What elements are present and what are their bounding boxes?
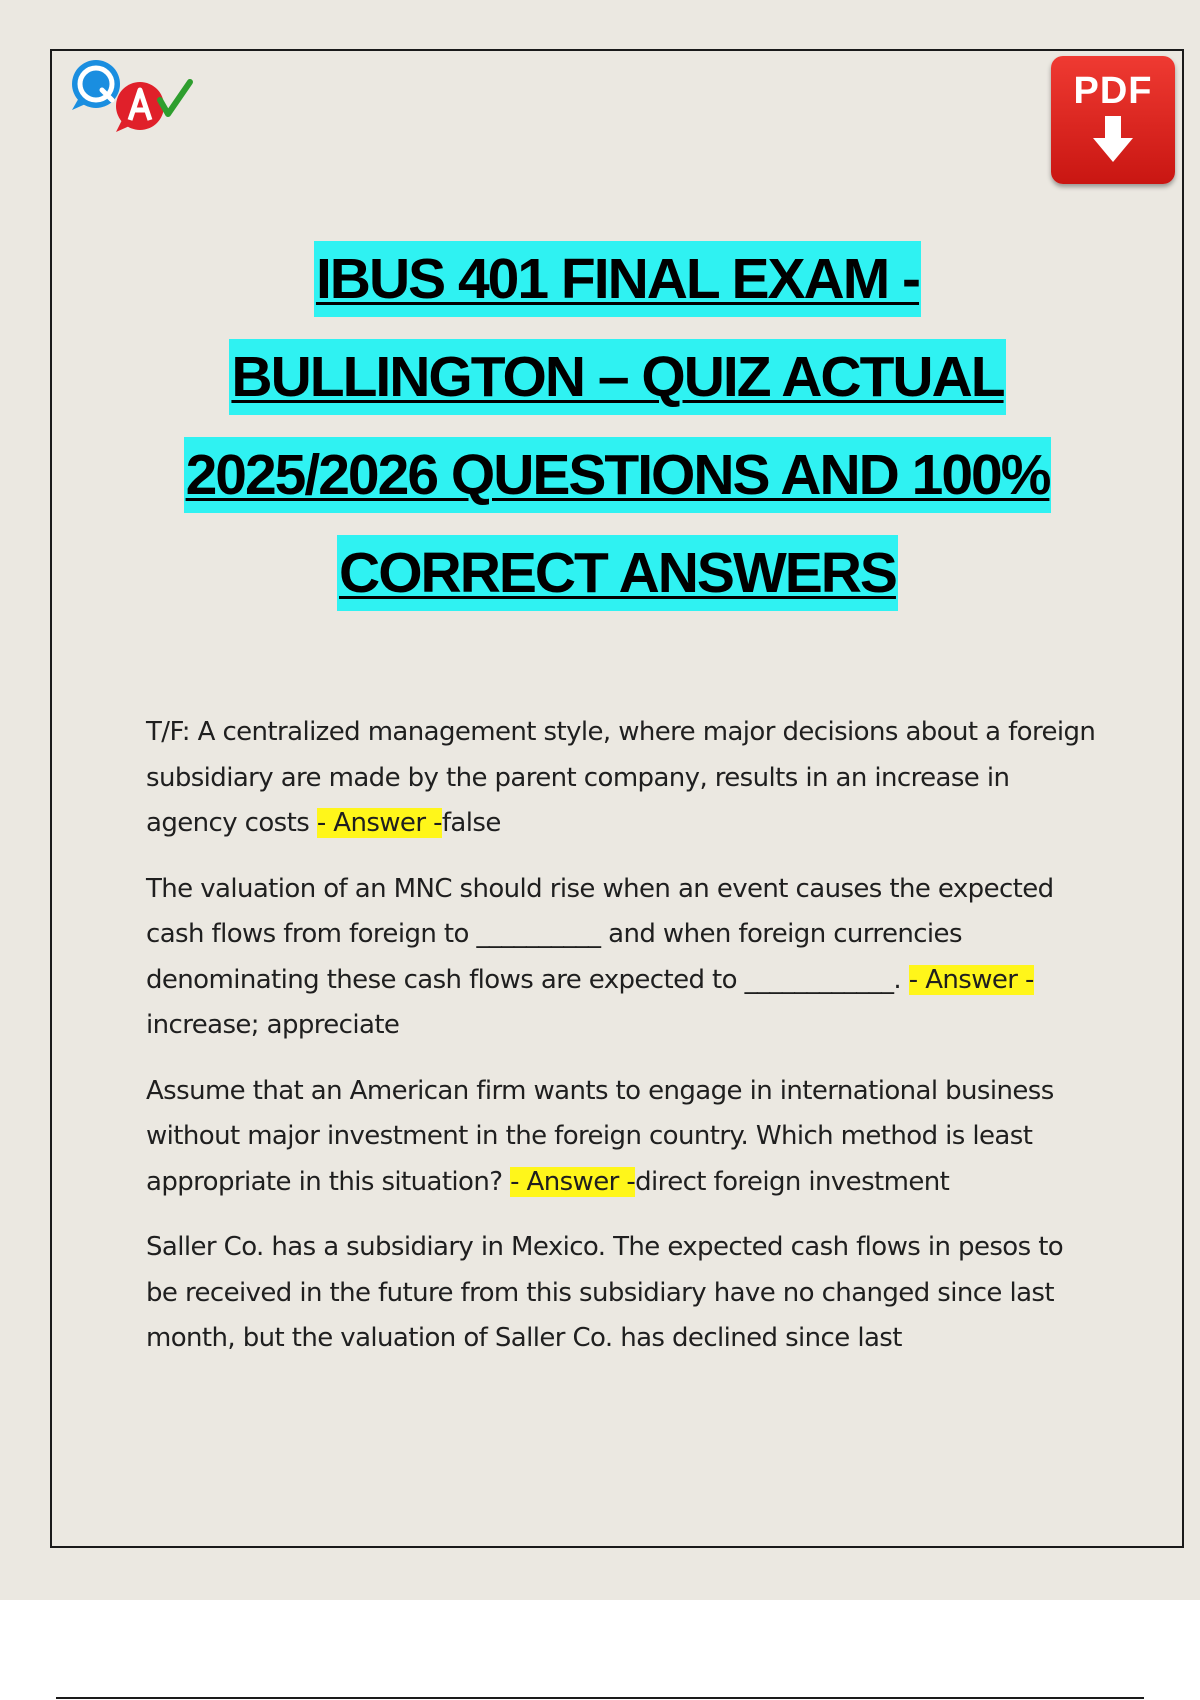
bottom-divider bbox=[56, 1697, 1144, 1699]
question-text: Saller Co. has a subsidiary in Mexico. The expected cash flows in pesos to be received in the future from this subsidiary have no changed since last month, but the valuation of Saller Co. has declined since last bbox=[146, 1232, 1064, 1353]
answer-marker: - Answer - bbox=[908, 964, 1034, 995]
question-answer-list bbox=[146, 710, 1096, 1382]
answer-marker: - Answer - bbox=[510, 1166, 636, 1197]
title-line: CORRECT ANSWERS bbox=[100, 524, 1135, 622]
answer-text: direct foreign investment bbox=[635, 1166, 950, 1197]
qa-item bbox=[146, 710, 1096, 847]
qa-chat-bubbles-checkmark-icon bbox=[68, 56, 198, 132]
title-line: IBUS 401 FINAL EXAM - bbox=[100, 230, 1135, 328]
download-arrow-icon bbox=[1093, 116, 1133, 162]
qa-item bbox=[146, 1225, 1096, 1362]
qa-item bbox=[146, 867, 1096, 1049]
answer-text: false bbox=[441, 808, 501, 838]
qa-item bbox=[146, 1069, 1096, 1206]
question-text: The valuation of an MNC should rise when an event causes the expected cash flows from foreign to __________ and when foreign currencies denominating these cash flows are expected to ____________. bbox=[146, 873, 1054, 995]
title-line: 2025/2026 QUESTIONS AND 100% bbox=[100, 426, 1135, 524]
answer-marker: - Answer - bbox=[316, 808, 442, 838]
question-text: Assume that an American firm wants to engage in international business without major investment in the foreign country. Which method is least appropriate in this situation? bbox=[146, 1075, 1054, 1197]
pdf-download-badge[interactable] bbox=[1051, 56, 1175, 184]
question-text: T/F: A centralized management style, where major decisions about a foreign subsidiary are made by the parent company, results in an increase in agency costs bbox=[146, 717, 1096, 838]
answer-text: increase; appreciate bbox=[146, 1010, 400, 1040]
title-line: BULLINGTON – QUIZ ACTUAL bbox=[100, 328, 1135, 426]
document-title bbox=[100, 230, 1135, 622]
pdf-label: PDF bbox=[1073, 70, 1153, 112]
